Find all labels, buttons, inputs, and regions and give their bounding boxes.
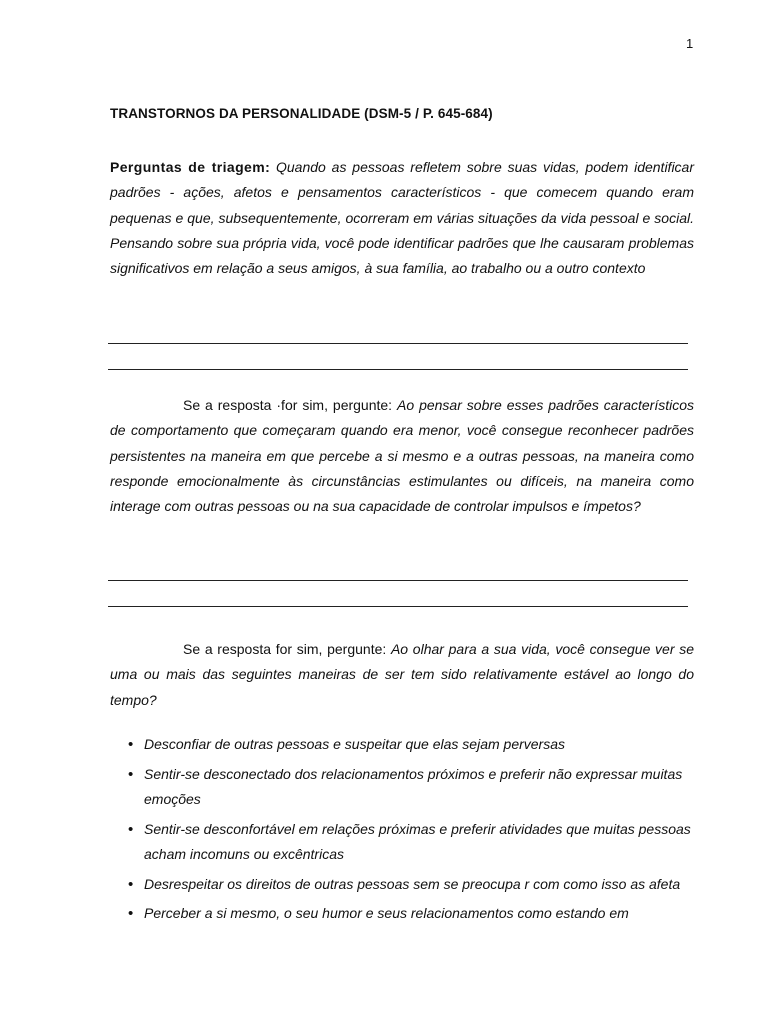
bullet-icon: • — [128, 875, 134, 893]
list-item-text: Sentir-se desconectado dos relacionamentos próximos e preferir não expressar muitas emoções — [144, 765, 683, 807]
screening-paragraph — [110, 155, 694, 281]
list-item — [110, 817, 704, 868]
list-item — [110, 901, 704, 927]
list-item-text: Perceber a si mesmo, o seu humor e seus relacionamentos como estando em — [144, 905, 629, 921]
followup-2-question: Ao olhar para a sua vida, você consegue ver se uma ou mais das seguintes maneiras de ser tem sido relativamente estável ao longo do tempo? — [110, 641, 694, 708]
answer-line — [108, 580, 688, 581]
screening-question: Quando as pessoas refletem sobre suas vidas, podem identificar padrões - ações, afetos e pensamentos característicos - que comecem quando eram pequenas e que, subsequentemente, ocorreram em várias situações da vida pessoal e social. Pensando sobre sua própria vida, você pode identificar padrões que lhe causaram problemas significativos em relação a seus amigos, à sua família, ao trabalho ou a outro contexto — [110, 159, 694, 277]
answer-line — [108, 606, 688, 607]
answer-line — [108, 343, 688, 344]
list-item — [110, 872, 694, 898]
followup-paragraph-2 — [110, 637, 694, 713]
list-item-text: Desconfiar de outras pessoas e suspeitar que elas sejam perversas — [144, 736, 565, 752]
list-item — [110, 762, 704, 813]
bullet-icon: • — [128, 905, 134, 922]
bullet-icon: • — [128, 820, 134, 838]
page-number: 1 — [686, 36, 694, 51]
list-item-text: Desrespeitar os direitos de outras pessoas sem se preocupa r com como isso as afeta — [144, 875, 681, 892]
list-item-text: Sentir-se desconfortável em relações próximas e preferir atividades que muitas pessoas acham incomuns ou excêntricas — [144, 820, 691, 862]
followup-1-lead: Se a resposta ·for sim, pergunte: — [183, 397, 393, 413]
screening-label: Perguntas de triagem: — [110, 159, 271, 175]
answer-line — [108, 369, 688, 370]
traits-list — [110, 732, 710, 927]
bullet-icon: • — [128, 736, 134, 753]
followup-paragraph-1 — [110, 393, 694, 519]
list-item — [110, 732, 684, 758]
bullet-icon: • — [128, 765, 134, 783]
followup-2-lead: Se a resposta for sim, pergunte: — [183, 641, 387, 657]
document-title: TRANSTORNOS DA PERSONALIDADE (DSM-5 / P. 645-684) — [110, 106, 493, 121]
followup-1-question: Ao pensar sobre esses padrões característicos de comportamento que começaram quando era menor, você consegue reconhecer padrões persistentes na maneira em que percebe a si mesmo e a outras pessoas, na maneira como responde emocionalmente às circunstâncias estimulantes ou difíceis, na maneira como interage com outras pessoas ou na sua capacidade de controlar impulsos e ímpetos? — [110, 397, 695, 515]
